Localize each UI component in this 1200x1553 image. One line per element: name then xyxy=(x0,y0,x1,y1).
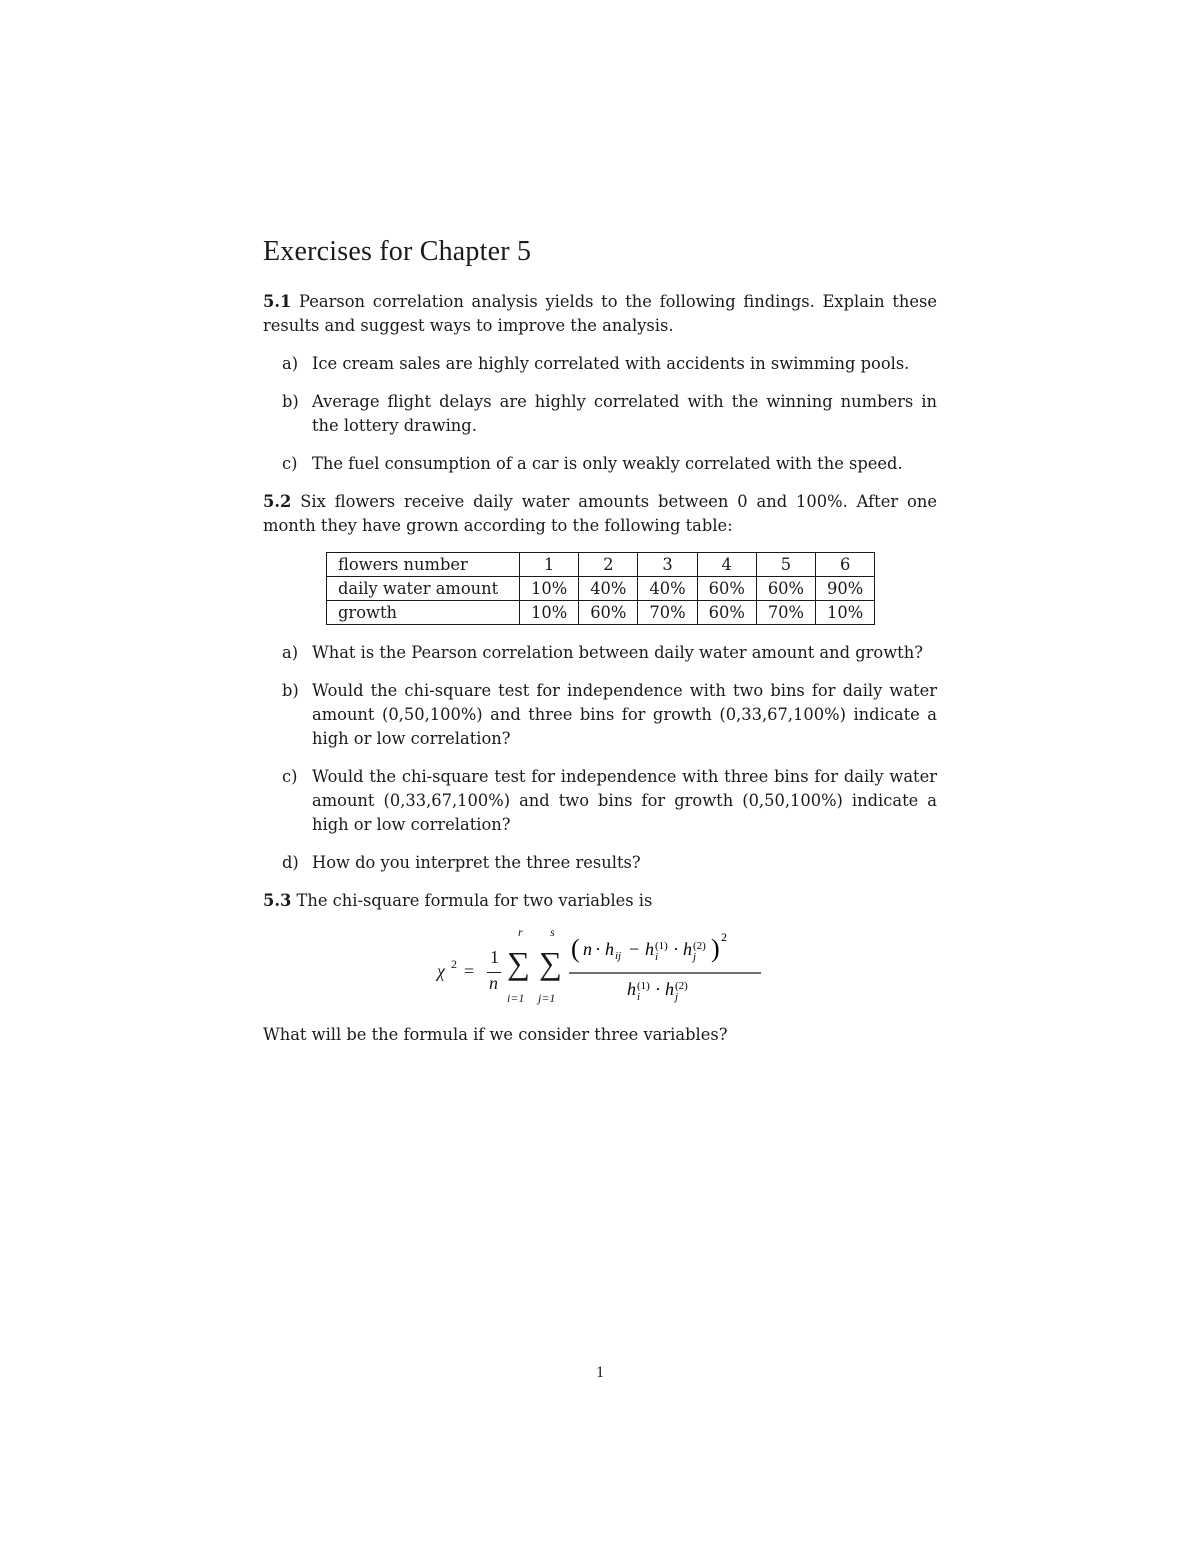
svg-text:(2): (2) xyxy=(675,980,688,992)
item-text: Would the chi-square test for independence with two bins for daily water amount (0,50,100%) and three bins for growth (0,33,67,100%) indicate a high or low correlation? xyxy=(312,681,937,748)
svg-text:·: · xyxy=(655,979,661,999)
item-label: b) xyxy=(282,392,299,411)
exercise-5-2-intro xyxy=(263,490,937,538)
item-label: a) xyxy=(282,354,299,373)
svg-text:·: · xyxy=(673,939,679,959)
table-cell: 10% xyxy=(520,577,579,601)
table-cell: 60% xyxy=(756,577,815,601)
table-cell: 4 xyxy=(697,553,756,577)
sum1-upper: r xyxy=(518,925,523,939)
list-item xyxy=(263,352,937,376)
item-label: b) xyxy=(282,681,299,700)
svg-text:·: · xyxy=(595,939,601,959)
svg-text:i: i xyxy=(637,991,641,1003)
exercise-text: Pearson correlation analysis yields to the following findings. Explain these results and suggest ways to improve the analysis. xyxy=(263,292,937,335)
table-cell: 60% xyxy=(697,601,756,625)
svg-text:h: h xyxy=(645,939,654,959)
chi-square-formula xyxy=(263,927,937,1011)
row-header: daily water amount xyxy=(327,577,520,601)
exercise-text: Six flowers receive daily water amounts between 0 and 100%. After one month they have grown according to the following table: xyxy=(263,492,937,535)
item-text: Would the chi-square test for independence with three bins for daily water amount (0,33,67,100%) and two bins for growth (0,50,100%) indicate a high or low correlation? xyxy=(312,767,937,834)
formula-fraction xyxy=(569,927,763,1011)
svg-text:h: h xyxy=(665,979,674,999)
sum2-sigma: ∑ xyxy=(539,945,562,981)
exercise-content xyxy=(263,236,937,1061)
flowers-table xyxy=(326,552,875,625)
formula-equals: = xyxy=(464,961,475,981)
svg-text:2: 2 xyxy=(721,930,727,944)
list-item xyxy=(263,390,937,438)
sum2-upper: s xyxy=(550,925,555,939)
table-cell: 10% xyxy=(816,601,875,625)
list-item xyxy=(263,851,937,875)
exercise-5-3-intro xyxy=(263,889,937,913)
svg-text:h: h xyxy=(605,939,614,959)
table-row xyxy=(327,553,875,577)
table-cell: 40% xyxy=(638,577,697,601)
svg-text:(1): (1) xyxy=(637,980,650,992)
table-cell: 5 xyxy=(756,553,815,577)
table-cell: 70% xyxy=(638,601,697,625)
formula-exponent: 2 xyxy=(451,957,457,971)
page-number: 1 xyxy=(596,1364,604,1381)
item-label: a) xyxy=(282,643,299,662)
svg-text:−: − xyxy=(629,939,640,959)
exercise-text: The chi-square formula for two variables is xyxy=(296,891,653,910)
exercise-5-3-question: What will be the formula if we consider three variables? xyxy=(263,1025,728,1044)
table-row xyxy=(327,601,875,625)
item-text: Average flight delays are highly correlated with the winning numbers in the lottery drawing. xyxy=(312,392,937,435)
svg-text:): ) xyxy=(711,934,720,963)
exercise-5-1-items xyxy=(263,352,937,476)
sum2-lower: j=1 xyxy=(538,991,556,1005)
table-row xyxy=(327,577,875,601)
row-header: growth xyxy=(327,601,520,625)
table-cell: 60% xyxy=(579,601,638,625)
table-cell: 6 xyxy=(816,553,875,577)
svg-text:n: n xyxy=(583,939,592,959)
table-cell: 40% xyxy=(579,577,638,601)
svg-text:j: j xyxy=(693,951,697,963)
item-label: c) xyxy=(282,767,298,786)
table-cell: 2 xyxy=(579,553,638,577)
table-cell: 10% xyxy=(520,601,579,625)
exercise-number: 5.1 xyxy=(263,292,292,311)
exercise-number: 5.2 xyxy=(263,492,292,511)
formula-n: n xyxy=(489,973,498,993)
table-cell: 90% xyxy=(816,577,875,601)
item-label: d) xyxy=(282,853,299,872)
sum1-lower: i=1 xyxy=(507,991,525,1005)
list-item xyxy=(263,765,937,837)
item-text: The fuel consumption of a car is only weakly correlated with the speed. xyxy=(312,454,903,473)
table-cell: 70% xyxy=(756,601,815,625)
exercise-number: 5.3 xyxy=(263,891,292,910)
page-title: Exercises for Chapter 5 xyxy=(263,236,532,267)
svg-text:(: ( xyxy=(571,934,580,963)
svg-text:(2): (2) xyxy=(693,940,706,952)
svg-text:ij: ij xyxy=(615,950,622,962)
list-item xyxy=(263,452,937,476)
item-text: How do you interpret the three results? xyxy=(312,853,641,872)
svg-text:j: j xyxy=(675,991,679,1003)
svg-text:i: i xyxy=(655,951,659,963)
table-cell: 60% xyxy=(697,577,756,601)
list-item xyxy=(263,641,937,665)
item-text: Ice cream sales are highly correlated with accidents in swimming pools. xyxy=(312,354,910,373)
exercise-5-1-intro xyxy=(263,290,937,338)
exercise-5-2-items xyxy=(263,641,937,875)
item-label: c) xyxy=(282,454,298,473)
table-cell: 1 xyxy=(520,553,579,577)
list-item xyxy=(263,679,937,751)
item-text: What is the Pearson correlation between daily water amount and growth? xyxy=(312,643,923,662)
svg-text:h: h xyxy=(683,939,692,959)
table-cell: 3 xyxy=(638,553,697,577)
formula-chi: χ xyxy=(437,961,445,981)
svg-text:(1): (1) xyxy=(655,940,668,952)
formula-one: 1 xyxy=(490,947,499,967)
row-header: flowers number xyxy=(327,553,520,577)
svg-text:h: h xyxy=(627,979,636,999)
sum1-sigma: ∑ xyxy=(507,945,530,981)
